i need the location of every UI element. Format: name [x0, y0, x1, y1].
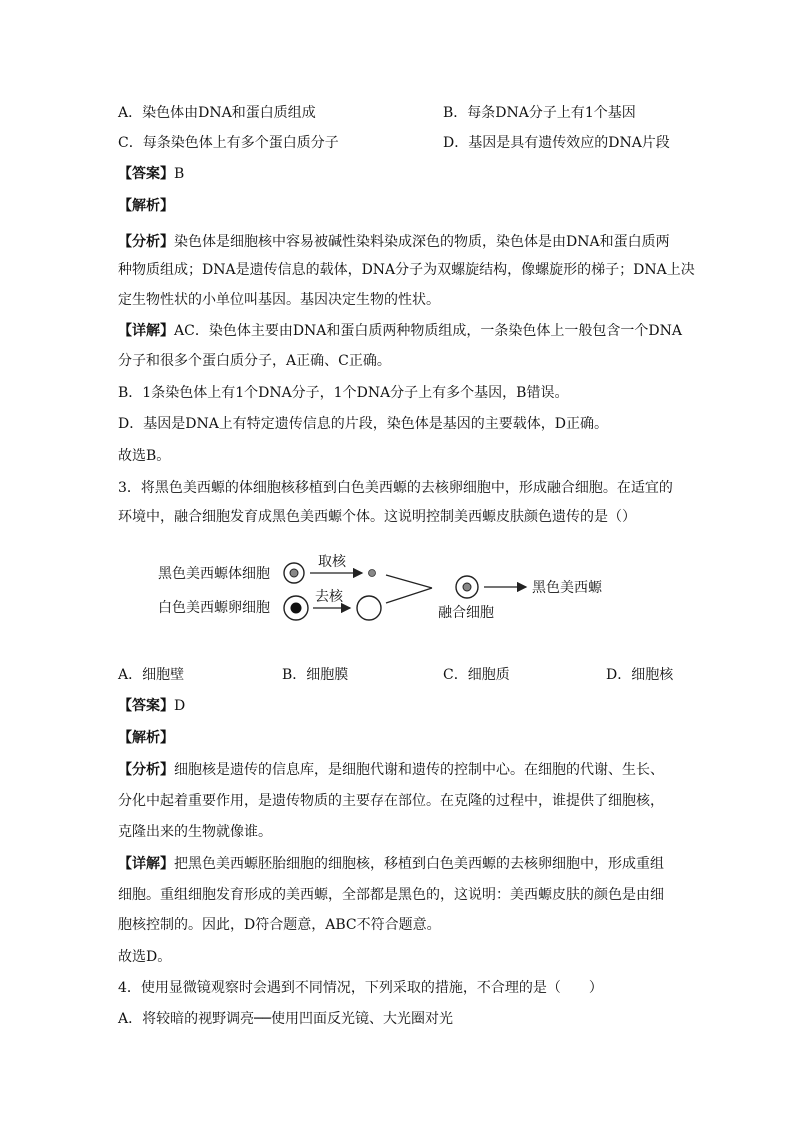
q3-explain-title: 【解析】 [118, 730, 174, 746]
q2-answer-value: B [174, 166, 185, 182]
q3-answer-label: 【答案】 [118, 698, 174, 714]
q3-option-d: D．细胞核 [606, 667, 674, 683]
q2-analysis-line-1 [118, 233, 670, 251]
q3-analysis-text-1: 细胞核是遗传的信息库，是细胞代谢和遗传的控制中心。在细胞的代谢、生长、 [174, 762, 664, 778]
q2-detail-line-2: 分子和很多个蛋白质分子，A正确、C正确。 [118, 353, 391, 369]
enucleated-egg-icon [357, 596, 381, 620]
q3-conclusion: 故选D。 [118, 949, 172, 965]
q3-answer [118, 697, 185, 715]
q3-answer-value: D [174, 698, 186, 714]
white-egg-cell-label: 白色美西螈卵细胞 [158, 600, 270, 616]
q3-stem-line-1: 3．将黑色美西螈的体细胞核移植到白色美西螈的去核卵细胞中，形成融合细胞。在适宜的 [118, 480, 673, 496]
q2-answer [118, 165, 184, 183]
merge-line-top [386, 575, 432, 588]
q4-stem: 4．使用显微镜观察时会遇到不同情况，下列采取的措施，不合理的是（ ） [118, 980, 603, 996]
q3-option-a: A．细胞壁 [118, 667, 185, 683]
nucleus-icon [369, 570, 376, 577]
result-label: 黑色美西螈 [532, 580, 602, 596]
q2-explain-title: 【解析】 [118, 198, 174, 214]
q3-option-b: B．细胞膜 [282, 667, 349, 683]
remove-nucleus-label: 去核 [315, 589, 343, 605]
merge-line-bottom [386, 588, 432, 603]
nuclear-transfer-diagram [150, 545, 620, 630]
q2-option-c: C．每条染色体上有多个蛋白质分子 [118, 135, 339, 151]
q2-option-a: A．染色体由DNA和蛋白质组成 [118, 105, 316, 121]
q3-detail-line-3: 胞核控制的。因此，D符合题意，ABC不符合题意。 [118, 917, 441, 933]
body-cell-icon [284, 563, 304, 583]
q3-detail-text-1: 把黑色美西螈胚胎细胞的细胞核，移植到白色美西螈的去核卵细胞中，形成重组 [174, 856, 664, 872]
q2-detail-label: 【详解】 [118, 323, 174, 339]
q2-analysis-label: 【分析】 [118, 234, 174, 250]
fused-cell-icon [456, 576, 478, 598]
q4-option-a: A．将较暗的视野调亮──使用凹面反光镜、大光圈对光 [118, 1011, 453, 1027]
q3-option-c: C．细胞质 [443, 667, 510, 683]
q2-option-d: D．基因是具有遗传效应的DNA片段 [443, 135, 670, 151]
q2-analysis-line-2: 种物质组成；DNA是遗传信息的载体，DNA分子为双螺旋结构，像螺旋形的梯子；DNA上决 [118, 262, 695, 278]
q3-stem-line-2: 环境中，融合细胞发育成黑色美西螈个体。这说明控制美西螈皮肤颜色遗传的是（） [118, 509, 636, 525]
take-nucleus-label: 取核 [318, 554, 346, 570]
q2-option-b: B．每条DNA分子上有1个基因 [443, 105, 636, 121]
q3-detail-label: 【详解】 [118, 856, 174, 872]
q3-analysis-line-1 [118, 761, 664, 779]
black-body-cell-label: 黑色美西螈体细胞 [158, 566, 270, 582]
q3-detail-line-1 [118, 855, 664, 873]
q3-analysis-label: 【分析】 [118, 762, 174, 778]
q2-answer-label: 【答案】 [118, 166, 174, 182]
q3-analysis-line-2: 分化中起着重要作用，是遗传物质的主要存在部位。在克隆的过程中，谁提供了细胞核， [118, 793, 664, 809]
q2-conclusion: 故选B。 [118, 448, 171, 464]
q2-detail-text-1: AC．染色体主要由DNA和蛋白质两种物质组成，一条染色体上一般包含一个DNA [174, 323, 682, 339]
egg-cell-icon [284, 596, 308, 620]
q3-detail-line-2: 细胞。重组细胞发育形成的美西螈，全部都是黑色的，这说明：美西螈皮肤的颜色是由细 [118, 887, 664, 903]
q2-analysis-line-3: 定生物性状的小单位叫基因。基因决定生物的性状。 [118, 292, 440, 308]
q2-analysis-text-1: 染色体是细胞核中容易被碱性染料染成深色的物质，染色体是由DNA和蛋白质两 [174, 234, 670, 250]
q2-detail-line-4: D．基因是DNA上有特定遗传信息的片段，染色体是基因的主要载体，D正确。 [118, 416, 609, 432]
fused-cell-label: 融合细胞 [438, 605, 494, 621]
q3-analysis-line-3: 克隆出来的生物就像谁。 [118, 824, 272, 840]
q2-detail-line-3: B．1条染色体上有1个DNA分子，1个DNA分子上有多个基因，B错误。 [118, 385, 569, 401]
q2-detail-line-1 [118, 322, 682, 340]
